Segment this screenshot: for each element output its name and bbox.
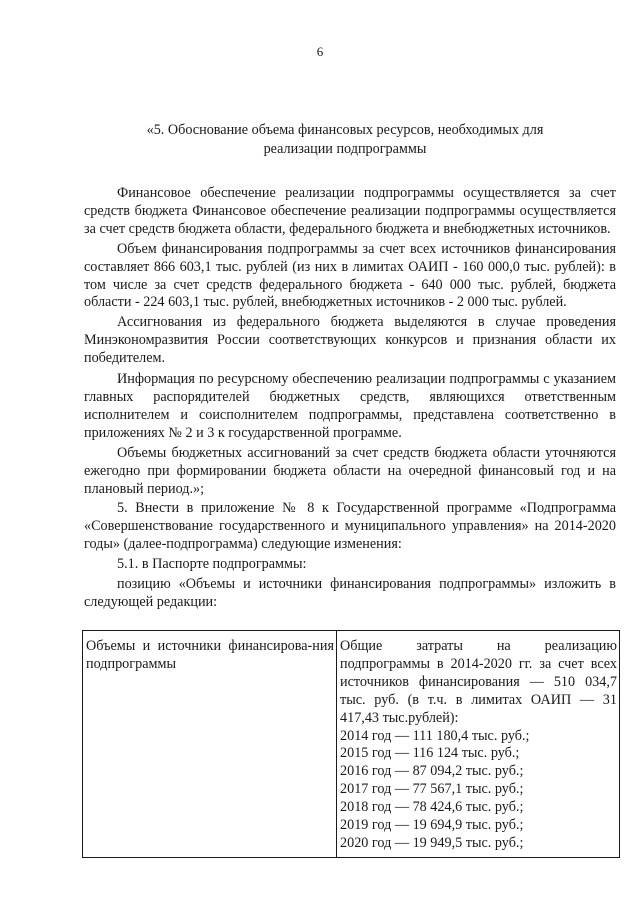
body-text xyxy=(84,185,616,614)
paragraph-passport: 5.1. в Паспорте подпрограммы: xyxy=(117,556,307,573)
paragraph-resource-info: Информация по ресурсному обеспечению реализации подпрограммы с указанием главных распорядителей бюджетных средств, являющихся ответственным исполнителем и соисполнителем подпрограммы, представлена соответственно в приложениях № 2 и 3 к государственной программе. xyxy=(84,371,616,441)
page-number: 6 xyxy=(316,44,324,59)
year-amount-2018: 2018 год — 78 424,6 тыс. руб.; xyxy=(340,799,524,816)
heading-line-1: «5. Обоснование объема финансовых ресурсов, необходимых для xyxy=(146,122,544,138)
paragraph-budget-allocations: Объемы бюджетных ассигнований за счет средств бюджета области уточняются ежегодно при формировании бюджета области на очередной финансовый год и на плановый период.»; xyxy=(84,444,616,497)
paragraph-financing-sources: Финансовое обеспечение реализации подпрограммы осуществляется за счет средств бюджета Финансовое обеспечение реализации подпрограммы осуществляется за счет средств бюджета области, федерального бюджета и внебюджетных источников. xyxy=(84,185,616,237)
year-amount-2019: 2019 год — 19 694,9 тыс. руб.; xyxy=(340,817,524,834)
total-costs-text: Общие затраты на реализацию подпрограммы в 2014-2020 гг. за счет всех источников финансирования — 510 034,7 тыс. руб. (в т.ч. в лимитах ОАИП — 31 417,43 тыс.рублей): xyxy=(340,638,617,726)
year-amount-2016: 2016 год — 87 094,2 тыс. руб.; xyxy=(340,763,524,780)
year-amount-2014: 2014 год — 111 180,4 тыс. руб.; xyxy=(340,727,530,744)
section-heading xyxy=(110,121,580,159)
table-row xyxy=(83,631,620,858)
year-amount-2015: 2015 год — 116 124 тыс. руб.; xyxy=(340,745,520,762)
paragraph-amendment: 5. Внести в приложение № 8 к Государственной программе «Подпрограмма «Совершенствование государственного и муниципального управления» на 2014-2020 годы» (далее-подпрограмма) следующие изменения: xyxy=(84,500,616,553)
table-label-cell: Объемы и источники финансирова-ния подпрограммы xyxy=(83,631,337,858)
paragraph-position: позицию «Объемы и источники финансирования подпрограммы» изложить в следующей редакции: xyxy=(84,576,616,610)
paragraph-federal-allocations: Ассигнования из федерального бюджета выделяются в случае проведения Минэкономразвития России соответствующих конкурсов и признания области их победителем. xyxy=(84,314,616,367)
table-value-cell xyxy=(337,631,620,858)
heading-line-2: реализации подпрограммы xyxy=(263,141,427,157)
year-amount-2017: 2017 год — 77 567,1 тыс. руб.; xyxy=(340,781,524,798)
paragraph-financing-volume: Объем финансирования подпрограммы за счет всех источников финансирования составляет 866 603,1 тыс. рублей (из них в лимитах ОАИП - 160 000,0 тыс. рублей): в том числе за счет средств федерального бюджета - 640 000 тыс. рублей, бюджета области - 224 603,1 тыс. рублей, внебюджетных источников - 2 000 тыс. рублей. xyxy=(84,240,616,311)
passport-table xyxy=(82,630,620,858)
year-amount-2020: 2020 год — 19 949,5 тыс. руб.; xyxy=(340,834,524,851)
